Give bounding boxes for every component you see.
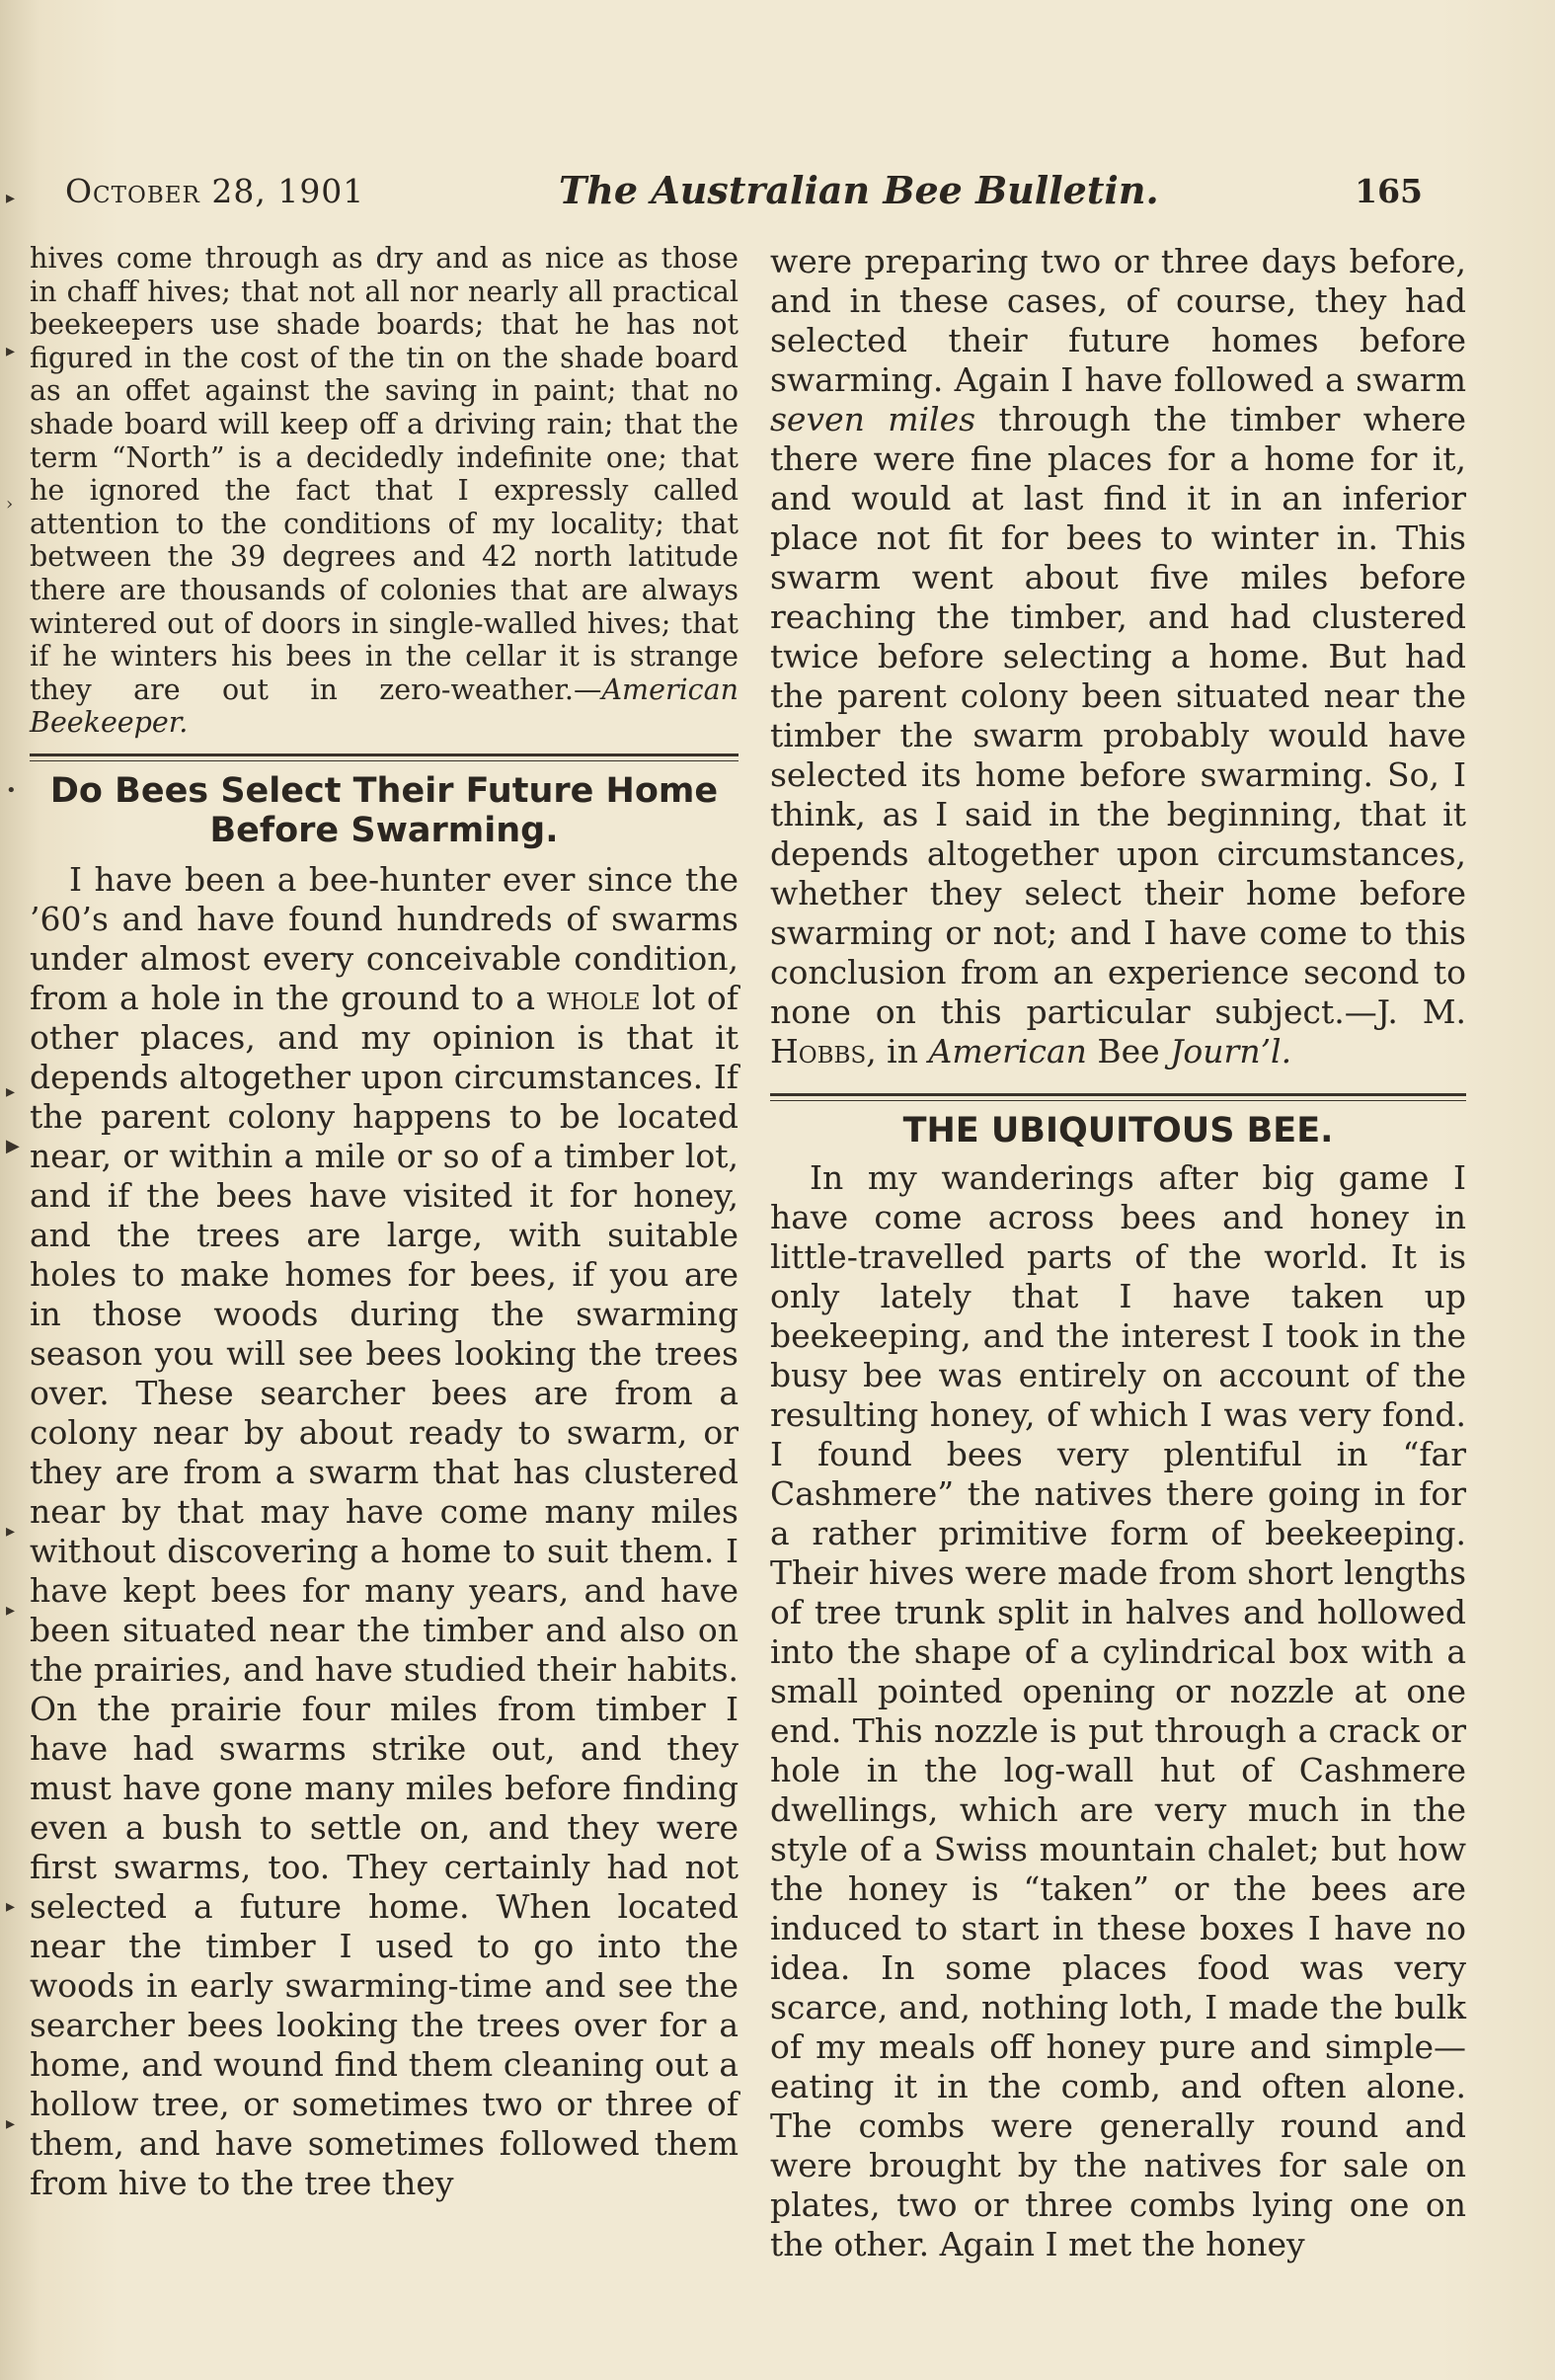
article2-title: THE UBIQUITOUS BEE.	[902, 1111, 1334, 1150]
page-header	[65, 168, 1438, 217]
article-body: lot of other places, and my opinion is that it depends altogether upon circumstances. If the parent colony happens to be located near, or within a mile or so of a timber lot, and if the bees have visited it for honey, and the trees are large, with suitable holes to make homes for bees, if you are in those woods during the swarming season you will see bees looking the trees over. These searcher bees are from a colony near by about ready to swarm, or they are from a swarm that has clustered near by that may have come many miles without discovering a home to suit them. I have kept bees for many years, and have been situated near the timber and also on the prairies, and have studied their habits. On the prairie four miles from timber I have had swarms strike out, and they must have gone many miles before finding even a bush to settle on, and they were first swarms, too. They certainly had not selected a future home. When located near the timber I used to go into the woods in early swarming-time and see the searcher bees looking the trees over for a home, and wound find them cleaning out a hollow tree, or sometimes two or three of them, and have sometimes followed them from hive to the tree they	[30, 978, 739, 2202]
article-start: I have been a bee-hunter ever since the ’60’s and have found hundreds of swarms under almost every conceivable condition, from a hole in the ground to a	[30, 859, 739, 1017]
author-surname: Hobbs	[770, 1032, 867, 1071]
binding-mark: ▸	[6, 2113, 16, 2134]
right-column	[770, 242, 1466, 2264]
continued-emphasis: seven miles	[770, 400, 976, 438]
binding-mark: ▸	[6, 1896, 16, 1917]
publication-title: The Australian Bee Bulletin.	[559, 168, 1159, 212]
section-divider	[30, 754, 739, 761]
binding-mark: ▸	[6, 1521, 16, 1542]
source-prefix: , in	[866, 1032, 929, 1071]
binding-mark: ▶	[6, 1136, 20, 1156]
binding-mark: ▸	[6, 341, 16, 361]
binding-mark: •	[6, 780, 17, 801]
binding-mark: ▸	[6, 1600, 16, 1621]
intro-text: hives come through as dry and as nice as those in chaff hives; that not all nor nearly all practical beekeepers use shade boards; that he has not figured in the cost of the tin on the shade board as an offet against the saving in paint; that no shade board will keep off a driving rain; that the term “North” is a decidedly indefinite one; that he ignored the fact that I expressly called attention to the conditions of my locality; that between the 39 degrees and 42 north latitude there are thousands of colonies that are always wintered out of doors in single-walled hives; that if he winters his bees in the cellar it is strange they are out in zero-weather.—	[30, 242, 739, 706]
source-name: American	[928, 1032, 1087, 1071]
intro-source: American Beekeeper.	[30, 673, 739, 740]
intro-paragraph	[30, 242, 739, 740]
continued-text-a: were preparing two or three days before, and in these cases, of course, they had selected their future homes before swarming. Again I have followed a swarm	[770, 242, 1466, 399]
left-column	[30, 242, 739, 2203]
article-paragraph	[30, 860, 739, 2203]
continued-paragraph	[770, 242, 1466, 1071]
continued-text-b: through the timber where there were fine places for a home for it, and would at last find it in an inferior place not fit for bees to winter in. This swarm went about five miles before reaching the timber, and had clustered twice before selecting a home. But had the parent colony been situated near the timber the swarm probably would have selected its home before swarming. So, I think, as I said in the beginning, that it depends altogether upon circumstances, whether they select their home before swarming or not; and I have come to this conclusion from an experience second to none on this particular subject.—J. M.	[770, 400, 1466, 1031]
binding-mark: ›	[6, 494, 14, 515]
article-whole: whole	[546, 978, 641, 1017]
article-title: Do Bees Select Their Future Home Before Swarming.	[49, 770, 719, 850]
section-divider	[770, 1093, 1466, 1101]
binding-mark: ▸	[6, 1081, 16, 1102]
page-number: 165	[1355, 172, 1423, 210]
article2-paragraph: In my wanderings after big game I have come across bees and honey in little-travelled parts of the world. It is only lately that I have taken up beekeeping, and the interest I took in the busy bee was entirely on account of the resulting honey, of which I was very fond. I found bees very plentiful in “far Cashmere” the natives there going in for a rather primitive form of beekeeping. Their hives were made from short lengths of tree trunk split in halves and hollowed into the shape of a cylindrical box with a small pointed opening or nozzle at one end. This nozzle is put through a crack or hole in the log-wall hut of Cashmere dwellings, which are very much in the style of a Swiss mountain chalet; but how the honey is “taken” or the bees are induced to start in these boxes I have no idea. In some places food was very scarce, and, nothing loth, I made the bulk of my meals off honey pure and simple—eating it in the comb, and often alone. The combs were generally round and were brought by the natives for sale on plates, two or three combs lying one on the other. Again I met the honey	[770, 1158, 1466, 2263]
binding-margin	[0, 0, 28, 2380]
binding-mark: ▸	[6, 188, 16, 208]
header-date: October 28, 1901	[65, 172, 365, 210]
source-name-end: Journ’l.	[1170, 1032, 1292, 1071]
source-mid: Bee	[1086, 1032, 1171, 1071]
